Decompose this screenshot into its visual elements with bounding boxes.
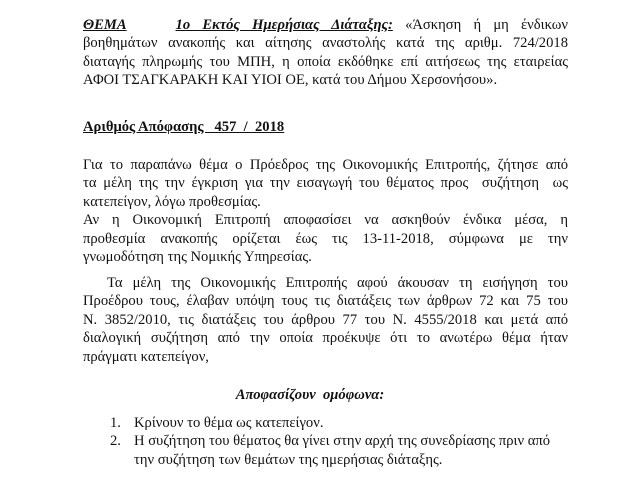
- para2-line-1: Τα μέλη της Οικονομικής Επιτροπής αφού άκουσαν τη εισήγηση του: [107, 275, 568, 291]
- subject-block: [83, 16, 568, 90]
- para2-line-2: Προέδρου τους, έλαβαν υπόψη τους τις διατάξεις των άρθρων 72 και 75 του: [83, 293, 568, 310]
- para1-line-6: γνωμοδότηση της Νομικής Υπηρεσίας.: [83, 249, 312, 266]
- para1-line-1: Για το παραπάνω θέμα ο Πρόεδρος της Οικονομικής Επιτροπής, ζήτησε από: [83, 157, 568, 173]
- list-item-text-cont: την συζήτηση των θεμάτων της ημερήσιας διάταξης.: [134, 451, 443, 468]
- para2-line-3: Ν. 3852/2010, τις διατάξεις του άρθρου 77 του Ν. 4555/2018 και μετά από: [83, 311, 568, 328]
- decide-heading: Αποφασίζουν ομόφωνα:: [235, 387, 385, 403]
- subject-line-4: ΑΦΟΙ ΤΣΑΓΚΑΡΑΚΗ ΚΑΙ ΥΙΟΙ ΟΕ, κατά του Δήμου Χερσονήσου».: [83, 72, 498, 89]
- para2-line-4: διαλογική συζήτηση από την οποία προέκυψε ότι το ανωτέρω θέμα ήταν: [83, 330, 568, 347]
- list-item-number: 2.: [110, 433, 121, 450]
- subject-line-2: βοηθημάτων ανακοπής και αίτησης αναστολής κατά της αριθμ. 724/2018: [83, 35, 568, 52]
- paragraph-2: [83, 274, 568, 366]
- decision-number-block: [83, 118, 568, 136]
- decide-heading-block: [0, 386, 620, 404]
- decision-number: Αριθμός Απόφασης 457 / 2018: [83, 119, 285, 135]
- para1-line-3: κατεπείγον, λόγω προθεσμίας.: [83, 193, 261, 210]
- subject-item: 1ο Εκτός Ημερήσιας Διάταξης:: [175, 17, 393, 33]
- subject-line-3: διαταγής πληρωμής του ΜΠΗ, η οποία εκδόθηκε επί αιτήσεως της εταιρείας: [83, 53, 568, 70]
- subject-line1-rest: «Άσκηση ή μη ένδικων: [405, 17, 569, 33]
- subject-label: ΘΕΜΑ: [83, 17, 127, 33]
- list-item-number: 1.: [110, 415, 121, 431]
- list-item-text: Η συζήτηση του θέματος θα γίνει στην αρχή της συνεδρίασης πριν από: [134, 433, 551, 450]
- para1-line-4: Αν η Οικονομική Επιτροπή αποφασίσει να ασκηθούν ένδικα μέσα, η: [83, 212, 568, 229]
- list-item-text: Κρίνουν το θέμα ως κατεπείγον.: [134, 415, 324, 431]
- para1-line-5: προθεσμία ανακοπής ορίζεται έως τις 13-11-2018, σύμφωνα με την: [83, 230, 568, 247]
- decision-list: [110, 414, 570, 469]
- subject-line-1: [83, 16, 568, 34]
- para2-line-5: πράγματι κατεπείγον,: [83, 348, 209, 365]
- list-item-1: [110, 414, 570, 432]
- list-item-2: [110, 432, 570, 469]
- paragraph-1: [83, 156, 568, 266]
- para1-line-2: τα μέλη της την έγκριση για την εισαγωγή του θέματος προς συζήτηση ως: [83, 175, 568, 192]
